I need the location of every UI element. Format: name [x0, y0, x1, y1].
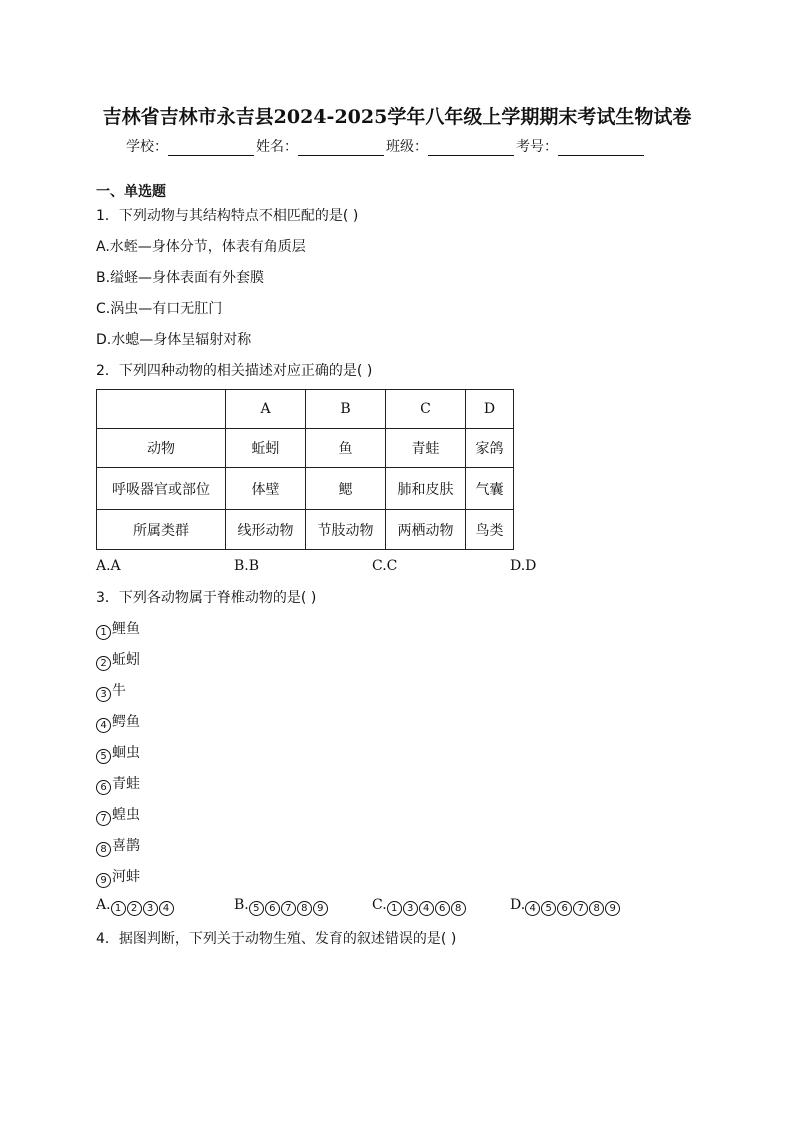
circled-number: 8: [297, 901, 312, 916]
table-row: [97, 468, 514, 510]
question-2-option-a: A.A: [96, 558, 121, 574]
number-blank[interactable]: [558, 139, 644, 156]
school-label: 学校：: [126, 139, 168, 155]
question-3-option-a: [96, 897, 175, 916]
circled-number: 8: [589, 901, 604, 916]
table-cell: 气囊: [466, 468, 514, 510]
circled-number: 3: [96, 687, 111, 702]
question-2-stem: 2．下列四种动物的相关描述对应正确的是( ): [96, 363, 373, 379]
table-cell: 家鸽: [466, 429, 514, 468]
question-3-item: [96, 835, 140, 857]
table-cell: 节肢动物: [306, 510, 386, 550]
name-field[interactable]: [256, 136, 386, 156]
question-3-item: [96, 742, 140, 764]
number-field[interactable]: [516, 136, 646, 156]
circled-number: 6: [96, 780, 111, 795]
section-title: 一、单选题: [96, 184, 166, 200]
question-3-option-c: [372, 897, 467, 916]
table-row: [97, 510, 514, 550]
question-1-option-a: A.水蛭—身体分节，体表有角质层: [96, 239, 306, 255]
class-label: 班级：: [386, 139, 428, 155]
question-3-item: [96, 866, 140, 888]
school-blank[interactable]: [168, 139, 254, 156]
question-4-stem: 4．据图判断，下列关于动物生殖、发育的叙述错误的是( ): [96, 931, 457, 947]
table-header-cell: B: [306, 390, 386, 429]
table-header-row: [97, 390, 514, 429]
circled-number: 3: [403, 901, 418, 916]
circled-number: 8: [451, 901, 466, 916]
item-text: 河蚌: [112, 869, 140, 885]
table-cell: [97, 390, 226, 429]
question-1-option-b: B.缢蛏—身体表面有外套膜: [96, 270, 265, 286]
question-1-option-c: C.涡虫—有口无肛门: [96, 301, 223, 317]
circled-number: 8: [96, 842, 111, 857]
question-2-option-c: C.C: [372, 558, 398, 574]
name-label: 姓名：: [256, 139, 298, 155]
circled-number: 1: [111, 901, 126, 916]
question-2-option-d: D.D: [510, 558, 537, 574]
circled-number: 4: [419, 901, 434, 916]
page-title: 吉林省吉林市永吉县2024-2025学年八年级上学期期末考试生物试卷: [102, 106, 692, 128]
circled-number: 6: [435, 901, 450, 916]
table-header-cell: A: [226, 390, 306, 429]
table-cell: 动物: [97, 429, 226, 468]
question-3-item: [96, 680, 126, 702]
circled-number: 9: [313, 901, 328, 916]
table-cell: 蚯蚓: [226, 429, 306, 468]
name-blank[interactable]: [298, 139, 384, 156]
circled-number: 3: [143, 901, 158, 916]
circled-number: 7: [96, 811, 111, 826]
item-text: 青蛙: [112, 776, 140, 792]
table-cell: 肺和皮肤: [386, 468, 466, 510]
circled-number: 9: [605, 901, 620, 916]
table-cell: 呼吸器官或部位: [97, 468, 226, 510]
circled-number: 5: [249, 901, 264, 916]
circled-number: 6: [557, 901, 572, 916]
circled-number: 4: [159, 901, 174, 916]
item-text: 喜鹊: [112, 838, 140, 854]
circled-number: 1: [387, 901, 402, 916]
circled-number: 7: [281, 901, 296, 916]
item-text: 蛔虫: [112, 745, 140, 761]
question-2-option-b: B.B: [234, 558, 260, 574]
circled-number: 2: [96, 656, 111, 671]
circled-number: 2: [127, 901, 142, 916]
number-label: 考号：: [516, 139, 558, 155]
table-row: [97, 429, 514, 468]
question-3-stem: 3．下列各动物属于脊椎动物的是( ): [96, 590, 317, 606]
table-cell: 所属类群: [97, 510, 226, 550]
circled-number: 4: [96, 718, 111, 733]
question-3-item: [96, 649, 140, 671]
circled-number: 5: [96, 749, 111, 764]
school-field[interactable]: [126, 136, 256, 156]
table-header-cell: D: [466, 390, 514, 429]
circled-number: 6: [265, 901, 280, 916]
class-field[interactable]: [386, 136, 516, 156]
table-cell: 体壁: [226, 468, 306, 510]
table-cell: 线形动物: [226, 510, 306, 550]
item-text: 鳄鱼: [112, 714, 140, 730]
option-prefix: D.: [510, 897, 526, 913]
question-1-stem: 1．下列动物与其结构特点不相匹配的是( ): [96, 208, 359, 224]
question-1-option-d: D.水螅—身体呈辐射对称: [96, 332, 252, 348]
item-text: 蚯蚓: [112, 652, 140, 668]
item-text: 牛: [112, 683, 126, 699]
table-header-cell: C: [386, 390, 466, 429]
question-3-item: [96, 773, 140, 795]
question-3-option-b: [234, 897, 329, 916]
question-3-item: [96, 804, 140, 826]
circled-number: 1: [96, 625, 111, 640]
circled-number: 5: [541, 901, 556, 916]
item-text: 鲤鱼: [112, 621, 140, 637]
table-cell: 青蛙: [386, 429, 466, 468]
question-3-option-d: [510, 897, 621, 916]
student-info-row: [126, 136, 646, 156]
item-text: 蝗虫: [112, 807, 140, 823]
table-cell: 鸟类: [466, 510, 514, 550]
option-prefix: B.: [234, 897, 249, 913]
circled-number: 7: [573, 901, 588, 916]
table-cell: 两栖动物: [386, 510, 466, 550]
class-blank[interactable]: [428, 139, 514, 156]
table-cell: 鳃: [306, 468, 386, 510]
option-prefix: C.: [372, 897, 387, 913]
option-prefix: A.: [96, 897, 111, 913]
question-2-table: [96, 389, 514, 550]
circled-number: 9: [96, 873, 111, 888]
table-cell: 鱼: [306, 429, 386, 468]
question-3-item: [96, 711, 140, 733]
circled-number: 4: [525, 901, 540, 916]
question-3-item: [96, 618, 140, 640]
